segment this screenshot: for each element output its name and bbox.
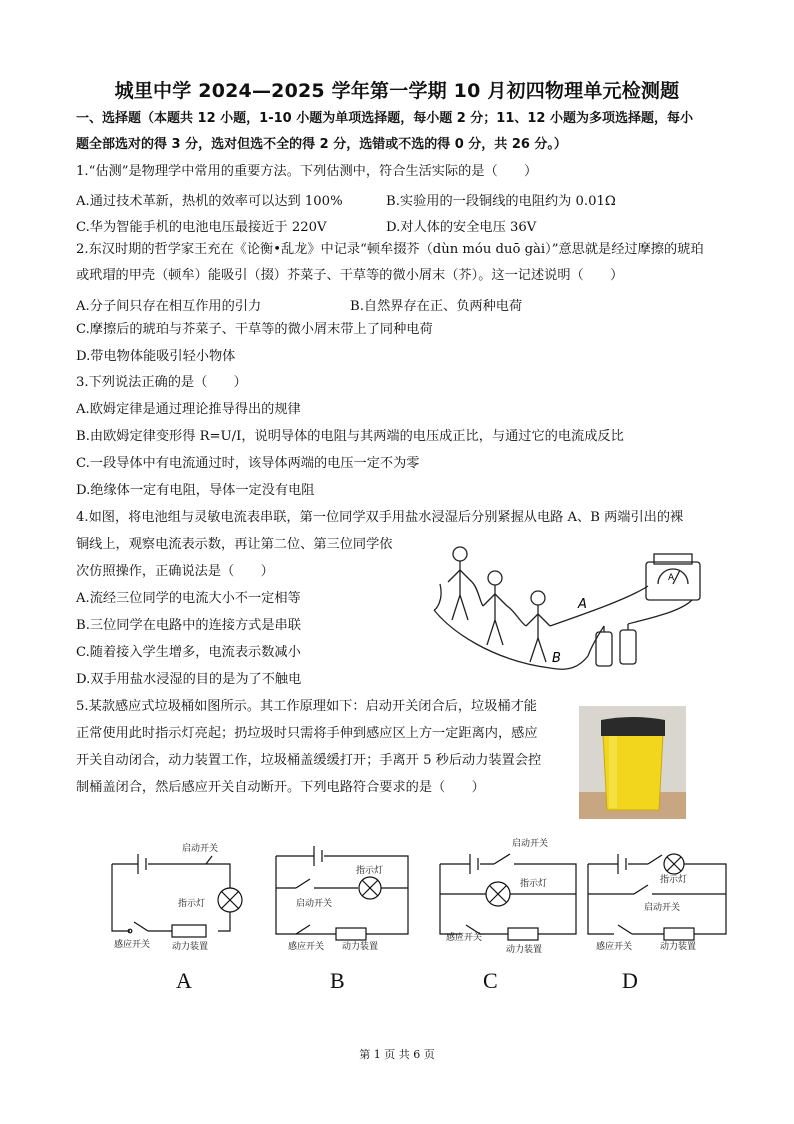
trash-can-photo	[579, 706, 686, 819]
q2-option-a: A.分子间只存在相互作用的引力	[76, 299, 262, 314]
circuit-caption-c: C	[483, 968, 498, 993]
circuit-b-motor-label: 动力装置	[342, 942, 379, 952]
q5-stem-line4: 制桶盖闭合，然后感应开关自动断开。下列电路符合要求的是（ ）	[76, 780, 485, 795]
circuit-d-indicator-label: 指示灯	[660, 875, 688, 885]
circuit-c-motor-label: 动力装置	[506, 945, 543, 955]
q1-option-b: B.实验用的一段铜线的电阻约为 0.01Ω	[386, 194, 616, 209]
q2-stem-line1: 2.东汉时期的哲学家王充在《论衡•乱龙》中记录“顿牟掇芥（dùn móu duō gài）”意思就是经过摩擦的琥珀	[76, 242, 704, 257]
section-heading-line1: 一、选择题（本题共 12 小题，1-10 小题为单项选择题，每小题 2 分；11、12 小题为多项选择题，每小	[76, 111, 694, 126]
page-footer: 第 1 页 共 6 页	[359, 1048, 435, 1061]
circuit-a	[112, 854, 242, 937]
circuit-b-sensor-switch-label: 感应开关	[288, 942, 325, 952]
q5-stem-line3: 开关自动闭合，动力装置工作，垃圾桶盖缓缓打开；手离开 5 秒后动力装置会控	[76, 753, 542, 768]
circuit-c-start-switch-label: 启动开关	[512, 839, 549, 849]
circuit-c	[440, 854, 576, 940]
q3-option-d: D.绝缘体一定有电阻，导体一定没有电阻	[76, 483, 315, 498]
circuit-d	[588, 854, 726, 940]
q4-label-b: B	[552, 651, 561, 666]
circuit-caption-a: A	[176, 968, 192, 993]
q4-label-a: A	[578, 597, 587, 612]
circuit-a-sensor-switch-label: 感应开关	[114, 940, 151, 950]
q4-experiment-figure	[430, 540, 720, 690]
circuit-d-start-switch-label: 启动开关	[644, 903, 681, 913]
q4-stem-line3: 次仿照操作，正确说法是（ ）	[76, 564, 274, 579]
section-heading-line2: 题全部选对的得 3 分，选对但选不全的得 2 分，选错或不选的得 0 分，共 26 分。）	[76, 137, 567, 152]
circuit-diagrams	[100, 836, 740, 961]
circuit-a-indicator-label: 指示灯	[178, 899, 206, 909]
circuit-caption-d: D	[622, 968, 638, 993]
q5-stem-line2: 正常使用此时指示灯亮起；扔垃圾时只需将手伸到感应区上方一定距离内，感应	[76, 726, 538, 741]
circuit-b	[276, 846, 408, 940]
q4-option-c: C.随着接入学生增多，电流表示数减小	[76, 645, 301, 660]
q3-option-c: C.一段导体中有电流通过时，该导体两端的电压一定不为零	[76, 456, 420, 471]
circuit-d-sensor-switch-label: 感应开关	[596, 942, 633, 952]
circuit-a-motor-label: 动力装置	[172, 942, 209, 952]
page-title: 城里中学 2024—2025 学年第一学期 10 月初四物理单元检测题	[114, 80, 680, 102]
q4-option-b: B.三位同学在电路中的连接方式是串联	[76, 618, 301, 633]
q1-option-c: C.华为智能手机的电池电压最接近于 220V	[76, 220, 327, 235]
q4-option-a: A.流经三位同学的电流大小不一定相等	[76, 591, 301, 606]
q4-stem-line1: 4.如图，将电池组与灵敏电流表串联，第一位同学双手用盐水浸湿后分别紧握从电路 A、B 两端引出的裸	[76, 510, 684, 525]
q4-meter-label: A	[668, 573, 675, 583]
q3-stem: 3.下列说法正确的是（ ）	[76, 375, 247, 390]
circuit-a-start-switch-label: 启动开关	[182, 844, 219, 854]
circuit-d-motor-label: 动力装置	[660, 942, 697, 952]
q1-stem: 1.“估测”是物理学中常用的重要方法。下列估测中，符合生活实际的是（ ）	[76, 164, 538, 179]
circuit-c-sensor-switch-label: 感应开关	[446, 933, 483, 943]
q4-stem-line2: 铜线上，观察电流表示数，再让第二位、第三位同学依	[76, 537, 393, 552]
q2-option-c: C.摩擦后的琥珀与芥菜子、干草等的微小屑末带上了同种电荷	[76, 322, 433, 337]
q1-option-d: D.对人体的安全电压 36V	[386, 220, 537, 235]
q4-option-d: D.双手用盐水浸湿的目的是为了不触电	[76, 672, 302, 687]
q2-option-d: D.带电物体能吸引轻小物体	[76, 349, 236, 364]
circuit-c-indicator-label: 指示灯	[520, 879, 548, 889]
q3-option-a: A.欧姆定律是通过理论推导得出的规律	[76, 402, 301, 417]
circuit-b-indicator-label: 指示灯	[356, 866, 384, 876]
q3-option-b: B.由欧姆定律变形得 R=U/I，说明导体的电阻与其两端的电压成正比，与通过它的电流成反比	[76, 429, 624, 444]
circuit-b-start-switch-label: 启动开关	[296, 899, 333, 909]
q1-option-a: A.通过技术革新，热机的效率可以达到 100%	[76, 194, 343, 209]
q2-stem-line2: 或玳瑁的甲壳（顿牟）能吸引（掇）芥菜子、干草等的微小屑末（芥）。这一记述说明（ ）	[76, 268, 624, 283]
q5-stem-line1: 5.某款感应式垃圾桶如图所示。其工作原理如下：启动开关闭合后，垃圾桶才能	[76, 699, 537, 714]
q2-option-b: B.自然界存在正、负两种电荷	[350, 299, 523, 314]
circuit-caption-b: B	[330, 968, 345, 993]
